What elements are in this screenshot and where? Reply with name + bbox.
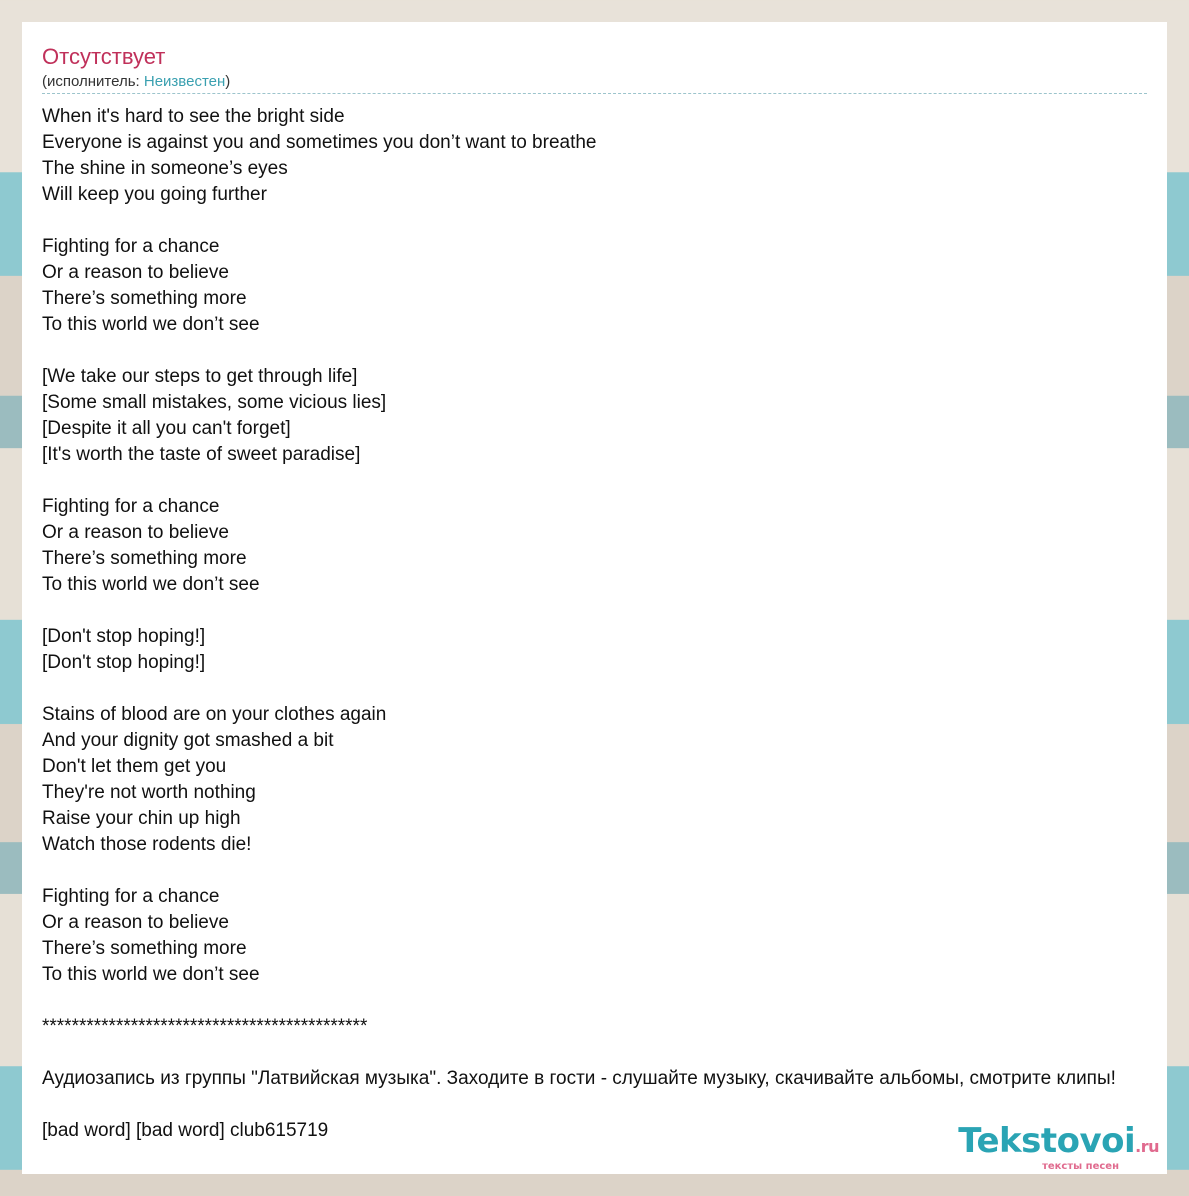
lyrics-line: [Some small mistakes, some vicious lies]	[42, 392, 387, 413]
lyrics-line: Watch those rodents die!	[42, 834, 252, 855]
lyrics-line: Or a reason to believe	[42, 912, 229, 933]
lyrics-line: Or a reason to believe	[42, 262, 229, 283]
lyrics-line: ********************************************	[42, 1016, 368, 1037]
lyrics-line: Аудиозапись из группы "Латвийская музыка". Заходите в гости - слушайте музыку, скачивайте альбомы, смотрите клипы!	[42, 1068, 1116, 1089]
logo-tagline: тексты песен	[1042, 1161, 1119, 1172]
lyrics-blank-line	[42, 988, 1189, 1014]
lyrics-blank-line	[42, 208, 1189, 234]
lyrics-line: When it's hard to see the bright side	[42, 106, 345, 127]
lyrics-blank-line	[42, 338, 1189, 364]
logo-tld: .ru	[1135, 1137, 1159, 1156]
lyrics-line: Everyone is against you and sometimes you don’t want to breathe	[42, 132, 597, 153]
artist-link[interactable]: Неизвестен	[143, 73, 226, 90]
lyrics-blank-line	[42, 1040, 1189, 1066]
lyrics-line: Stains of blood are on your clothes again	[42, 704, 387, 725]
lyrics-line: The shine in someone’s eyes	[42, 158, 288, 179]
song-title: Отсутствует	[42, 44, 166, 69]
lyrics-line: There’s something more	[42, 938, 247, 959]
lyrics-blank-line	[42, 468, 1189, 494]
lyrics-blank-line	[42, 1092, 1189, 1118]
lyrics-line: [Don't stop hoping!]	[42, 652, 206, 673]
logo-name: Tekstovoi	[958, 1121, 1136, 1161]
lyrics-line: [We take our steps to get through life]	[42, 366, 358, 387]
lyrics-line: Don't let them get you	[42, 756, 227, 777]
lyrics-line: Fighting for a chance	[42, 236, 220, 257]
lyrics-line: [It's worth the taste of sweet paradise]	[42, 444, 361, 465]
lyrics-line: There’s something more	[42, 548, 247, 569]
lyrics-line: To this world we don’t see	[42, 314, 260, 335]
artist-line	[42, 73, 230, 91]
lyrics-blank-line	[42, 598, 1189, 624]
lyrics-line: Raise your chin up high	[42, 808, 241, 829]
title-divider	[42, 93, 1147, 94]
lyrics-line: [bad word] [bad word] club615719	[42, 1120, 329, 1141]
artist-prefix: (исполнитель:	[42, 73, 144, 90]
artist-suffix: )	[225, 73, 231, 90]
logo-wordmark	[958, 1123, 1159, 1165]
lyrics-line: Or a reason to believe	[42, 522, 229, 543]
lyrics-text	[42, 104, 1189, 1144]
lyrics-line: [Don't stop hoping!]	[42, 626, 206, 647]
lyrics-line: To this world we don’t see	[42, 574, 260, 595]
lyrics-line: [Despite it all you can't forget]	[42, 418, 291, 439]
lyrics-blank-line	[42, 858, 1189, 884]
lyrics-line: There’s something more	[42, 288, 247, 309]
lyrics-line: And your dignity got smashed a bit	[42, 730, 334, 751]
lyrics-line: Will keep you going further	[42, 184, 267, 205]
lyrics-line: To this world we don’t see	[42, 964, 260, 985]
site-logo[interactable]	[958, 1123, 1159, 1172]
lyrics-line: Fighting for a chance	[42, 496, 220, 517]
lyrics-blank-line	[42, 676, 1189, 702]
lyrics-line: Fighting for a chance	[42, 886, 220, 907]
lyrics-line: They're not worth nothing	[42, 782, 256, 803]
lyrics-card	[22, 22, 1167, 1174]
